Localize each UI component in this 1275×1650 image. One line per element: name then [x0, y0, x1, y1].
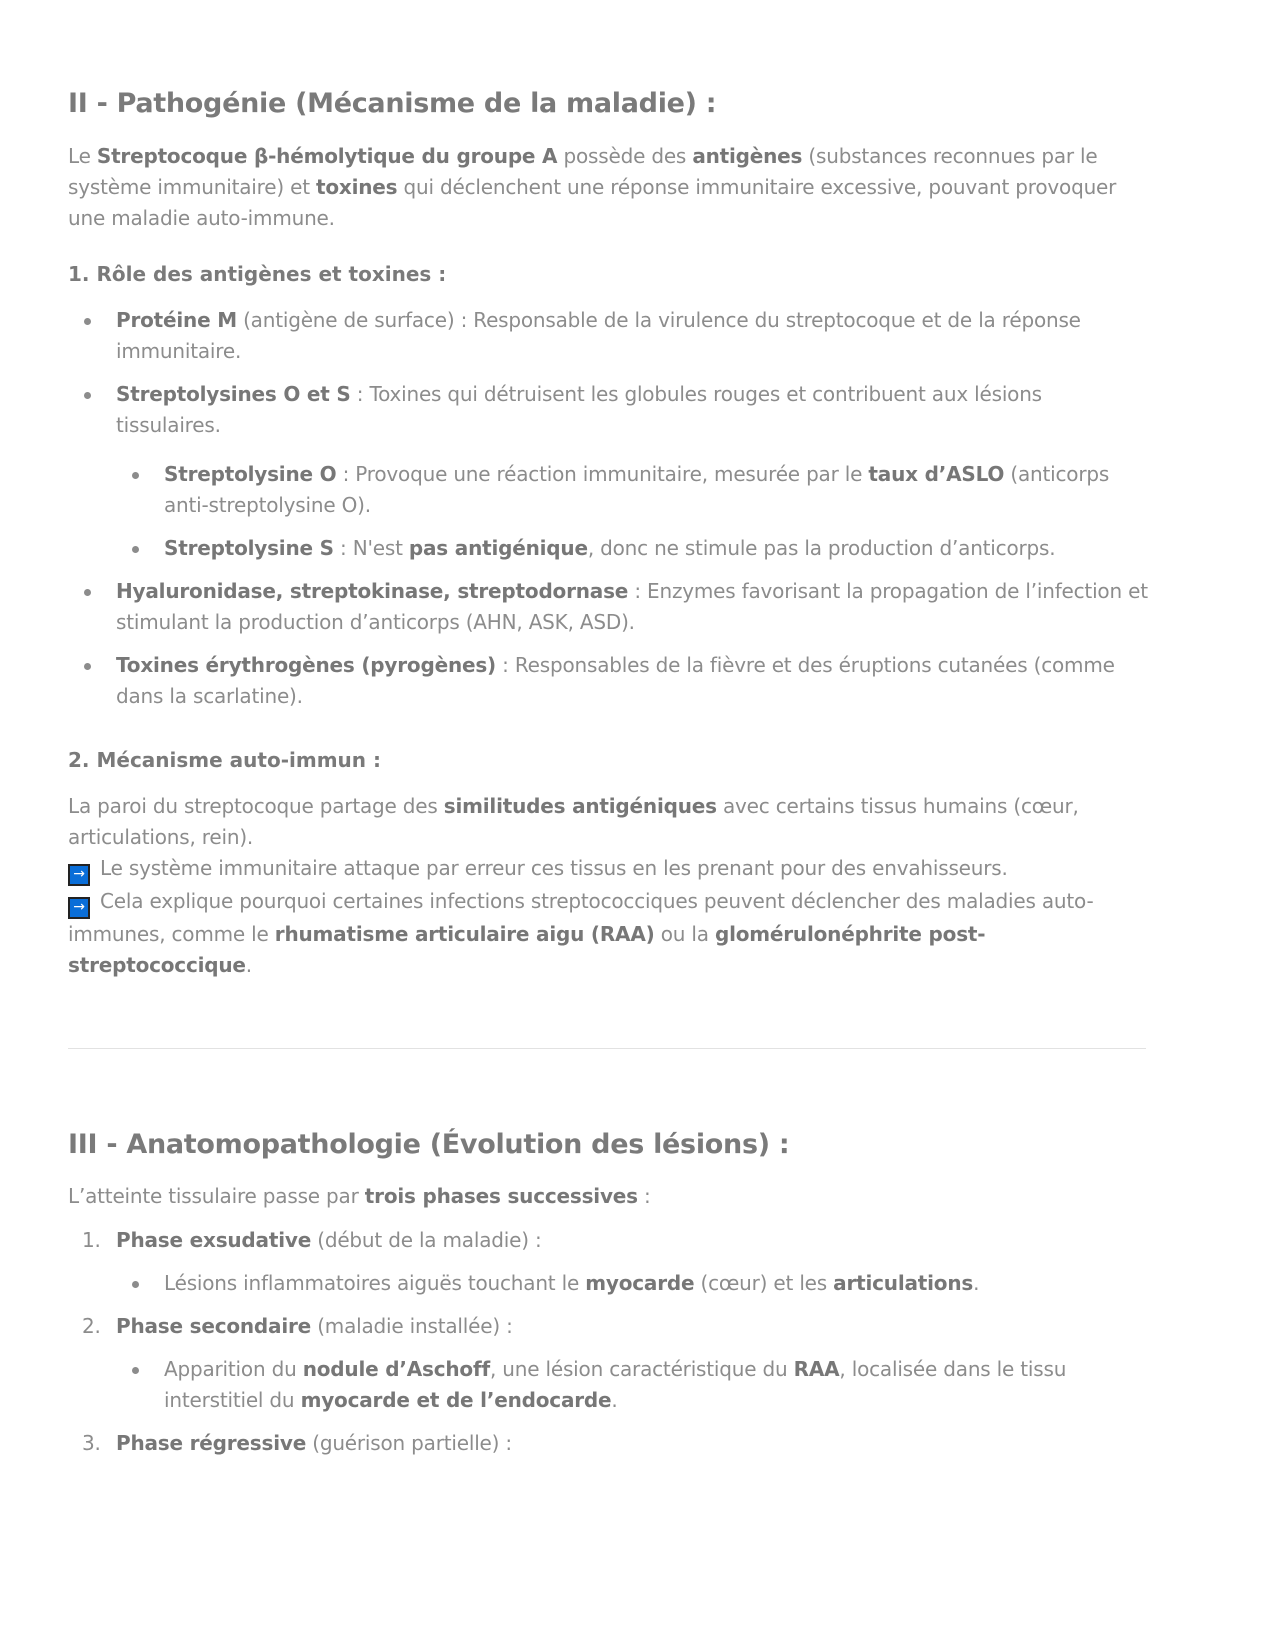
text: ou la — [654, 922, 715, 946]
bold-text: toxines — [316, 175, 398, 199]
list-number: 2. — [82, 1314, 101, 1338]
text: Apparition du — [164, 1357, 303, 1381]
text: Le système immunitaire attaque par erreur ces tissus en les prenant pour des envahisseurs. — [100, 856, 1008, 880]
antigen-list — [68, 305, 1148, 712]
bold-text: Streptolysine O — [164, 462, 337, 486]
bold-text: Phase régressive — [116, 1431, 307, 1455]
list-item — [68, 576, 1148, 638]
list-item — [68, 1311, 1148, 1342]
bold-text: Phase secondaire — [116, 1314, 312, 1338]
bold-text: articulations — [833, 1271, 974, 1295]
text: qui déclenchent une réponse immunitaire excessive, pouvant provoquer une maladie auto-immune. — [68, 175, 1117, 230]
bold-text: Streptocoque β-hémolytique du groupe A — [96, 144, 558, 168]
text: . — [973, 1271, 980, 1295]
text: L’atteinte tissulaire passe par — [68, 1184, 365, 1208]
mechanism-arrow-line — [64, 853, 1148, 886]
section-divider — [68, 1048, 1146, 1049]
text: : N'est — [333, 536, 409, 560]
text: Lésions inflammatoires aiguës touchant le — [164, 1271, 586, 1295]
text: La paroi du streptocoque partage des — [68, 794, 444, 818]
bold-text: myocarde — [585, 1271, 695, 1295]
text: (substances reconnues par le système immunitaire) et — [68, 144, 1098, 199]
list-item — [68, 1428, 1148, 1459]
bullet-icon — [84, 589, 91, 596]
arrow-right-icon: → — [68, 864, 90, 886]
bold-text: glomérulonéphrite post-streptococcique — [68, 922, 986, 977]
list-item — [68, 1225, 1148, 1256]
list-number: 1. — [82, 1228, 101, 1252]
bullet-icon — [84, 663, 91, 670]
list-item — [68, 1354, 1148, 1416]
text: (cœur) et les — [694, 1271, 834, 1295]
text: Cela explique pourquoi certaines infections streptococciques peuvent déclencher des maladies auto-immunes, comme le — [68, 889, 1094, 946]
bold-text: nodule d’Aschoff — [302, 1357, 490, 1381]
phases-list — [68, 1225, 1148, 1459]
mechanism-arrow-line — [68, 886, 1148, 981]
section-3-title: III - Anatomopathologie (Évolution des lésions) : — [68, 1129, 790, 1160]
text: Le — [68, 144, 97, 168]
mechanism-text — [68, 791, 1148, 853]
list-item — [68, 650, 1148, 712]
bold-text: Streptolysines O et S — [116, 382, 351, 406]
section-3-intro — [68, 1181, 1148, 1212]
text: . — [245, 953, 252, 977]
bullet-icon — [132, 1367, 139, 1374]
text: . — [611, 1388, 618, 1412]
bullet-icon — [132, 1281, 139, 1288]
text: possède des — [557, 144, 693, 168]
list-item — [68, 1268, 1148, 1299]
text: : Provoque une réaction immunitaire, mesurée par le — [336, 462, 869, 486]
text: (début de la maladie) : — [311, 1228, 542, 1252]
list-item — [68, 305, 1148, 367]
bold-text: rhumatisme articulaire aigu (RAA) — [274, 922, 655, 946]
bold-text: Protéine M — [116, 308, 237, 332]
subsection-2-title: 2. Mécanisme auto-immun : — [68, 748, 381, 772]
bold-text: Hyaluronidase, streptokinase, streptodornase — [116, 579, 629, 603]
text: , localisée dans le tissu interstitiel du — [164, 1357, 1067, 1412]
text: : Responsables de la fièvre et des éruptions cutanées (comme dans la scarlatine). — [116, 653, 1115, 708]
bold-text: trois phases successives — [364, 1184, 638, 1208]
text: (guérison partielle) : — [306, 1431, 512, 1455]
arrow-right-icon: → — [68, 897, 90, 919]
text: , donc ne stimule pas la production d’anticorps. — [587, 536, 1056, 560]
bold-text: antigènes — [692, 144, 803, 168]
bold-text: Streptolysine S — [164, 536, 334, 560]
subsection-1-title: 1. Rôle des antigènes et toxines : — [68, 262, 447, 286]
bold-text: Phase exsudative — [116, 1228, 312, 1252]
bold-text: myocarde et de l’endocarde — [300, 1388, 612, 1412]
list-number: 3. — [82, 1431, 101, 1455]
text: (anticorps anti-streptolysine O). — [164, 462, 1110, 517]
text: , une lésion caractéristique du — [489, 1357, 794, 1381]
text: : Toxines qui détruisent les globules rouges et contribuent aux lésions tissulaires. — [116, 382, 1042, 437]
bold-text: Toxines érythrogènes (pyrogènes) — [116, 653, 496, 677]
bullet-icon — [132, 546, 139, 553]
text: (antigène de surface) : Responsable de la virulence du streptocoque et de la réponse immunitaire. — [116, 308, 1081, 363]
bullet-icon — [132, 472, 139, 479]
bold-text: RAA — [793, 1357, 840, 1381]
text: avec certains tissus humains (cœur, articulations, rein). — [68, 794, 1079, 849]
bullet-icon — [84, 318, 91, 325]
list-item — [68, 459, 1148, 521]
section-2-intro — [68, 141, 1148, 234]
bold-text: pas antigénique — [408, 536, 588, 560]
bullet-icon — [84, 392, 91, 399]
bold-text: taux d’ASLO — [868, 462, 1005, 486]
text: (maladie installée) : — [311, 1314, 513, 1338]
text: : — [637, 1184, 651, 1208]
list-item — [68, 533, 1148, 564]
mechanism-paragraph — [68, 791, 1148, 981]
list-item — [68, 379, 1148, 441]
text: : Enzymes favorisant la propagation de l’infection et stimulant la production d’anticorps (AHN, ASK, ASD). — [116, 579, 1148, 634]
bold-text: similitudes antigéniques — [443, 794, 717, 818]
section-2-title: II - Pathogénie (Mécanisme de la maladie) : — [68, 88, 717, 119]
